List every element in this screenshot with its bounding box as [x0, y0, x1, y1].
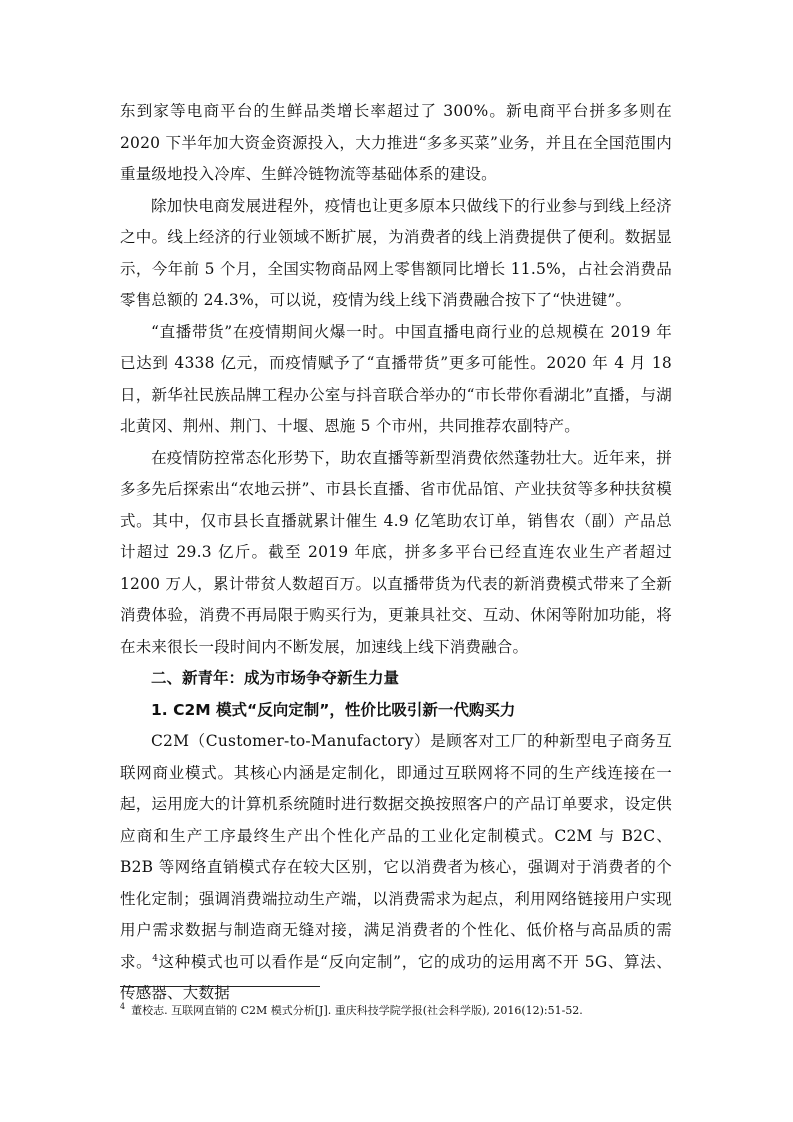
paragraph-4: 在疫情防控常态化形势下，助农直播等新型消费依然蓬勃壮大。近年来，拼多多先后探索出“农地云拼”、市县长直播、省市优品馆、产业扶贫等多种扶贫模式。其中，仅市县长直播就累计催生 4.9 亿笔助农订单，销售农（副）产品总计超过 29.3 亿斤。截至 2019 年底，拼多多平台已经直连农业生产者超过 1200 万人，累计带贫人数超百万。以直播带货为代表的新消费模式带来了全新消费体验，消费不再局限于购买行为，更兼具社交、互动、休闲等附加功能，将在未来很长一段时间内不断发展，加速线上线下消费融合。: [120, 448, 672, 656]
paragraph-3: “直播带货”在疫情期间火爆一时。中国直播电商行业的总规模在 2019 年已达到 4338 亿元，而疫情赋予了“直播带货”更多可能性。2020 年 4 月 18 日，新华社民族品牌工程办公室与抖音联合举办的“市长带你看湖北”直播，与湖北黄冈、荆州、荆门、十堰、恩施 5 个市州，共同推荐农副特产。: [120, 322, 672, 435]
paragraph-2: 除加快电商发展进程外，疫情也让更多原本只做线下的行业参与到线上经济之中。线上经济的行业领域不断扩展，为消费者的线上消费提供了便利。数据显示，今年前 5 个月，全国实物商品网上零售额同比增长 11.5%，占社会消费品零售总额的 24.3%，可以说，疫情为线上线下消费融合按下了“快进键”。: [120, 196, 672, 309]
footnote: [120, 1003, 672, 1019]
paragraph-1: 东到家等电商平台的生鲜品类增长率超过了 300%。新电商平台拼多多则在 2020 下半年加大资金资源投入，大力推进“多多买菜”业务，并且在全国范围内重量级地投入冷库、生鲜冷链物流等基础体系的建设。: [120, 102, 672, 183]
paragraph-5: [120, 726, 672, 1010]
section-heading: 二、新青年：成为市场争夺新生力量: [151, 669, 400, 687]
footnote-divider: [120, 986, 320, 987]
footnote-citation: 董校志. 互联网直销的 C2M 模式分析[J]. 重庆科技学院学报(社会科学版), 2016(12):51-52.: [131, 1004, 583, 1017]
paragraph-5-tail: 这种模式也可以看作是“反向定制”，它的成功的运用离不开 5G、算法、传感器、大数据: [120, 952, 672, 1002]
paragraph-5-text: C2M（Customer-to-Manufactory）是顾客对工厂的种新型电子商务互联网商业模式。其核心内涵是定制化，即通过互联网将不同的生产线连接在一起，运用庞大的计算机系统随时进行数据交换按照客户的产品订单要求，设定供应商和生产工序最终生产出个性化产品的工业化定制模式。C2M 与 B2C、B2B 等网络直销模式存在较大区别，它以消费者为核心，强调对于消费者的个性化定制；强调消费端拉动生产端，以消费需求为起点，利用网络链接用户实现用户需求数据与制造商无缝对接，满足消费者的个性化、低价格与高品质的需求。: [120, 732, 672, 971]
subsection-heading: 1. C2M 模式“反向定制”，性价比吸引新一代购买力: [151, 700, 516, 719]
footnote-reference: 4: [152, 953, 159, 964]
document-body: [120, 96, 672, 1010]
footnote-marker: 4: [120, 1002, 126, 1012]
